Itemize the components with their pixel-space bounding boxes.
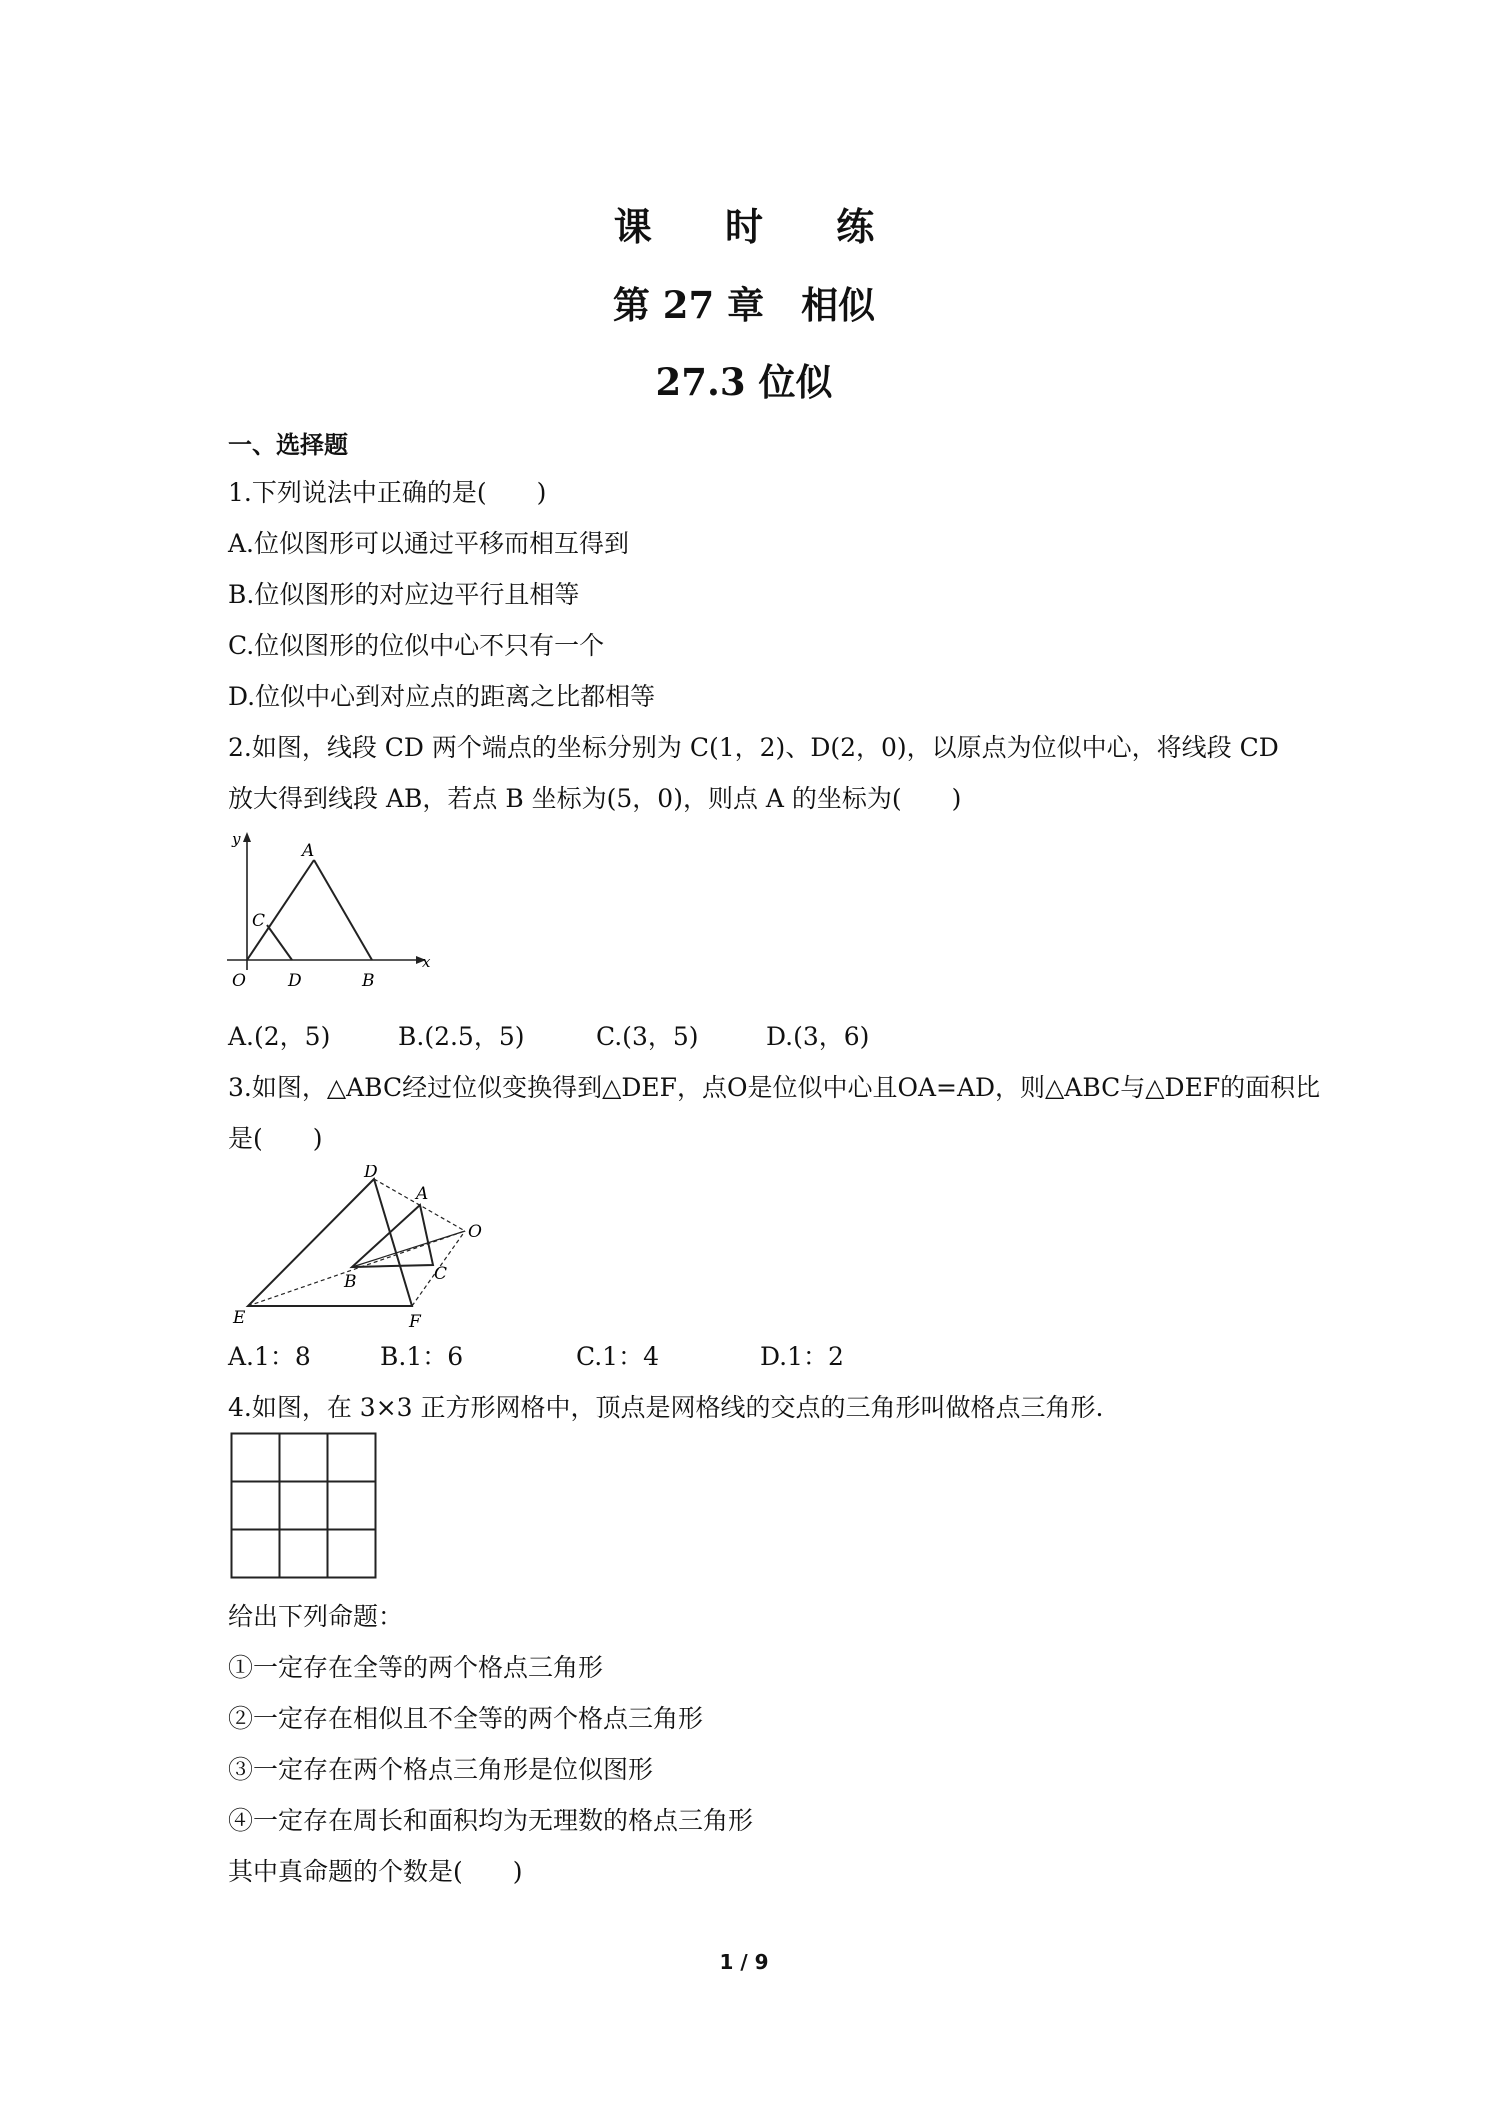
q1-option-a: A.位似图形可以通过平移而相互得到 — [228, 529, 630, 558]
label-C: C — [252, 911, 266, 931]
grid-border — [232, 1434, 376, 1578]
q4-proposition-2: ②一定存在相似且不全等的两个格点三角形 — [228, 1704, 704, 1733]
q4-stem: 4.如图，在 3×3 正方形网格中，顶点是网格线的交点的三角形叫做格点三角形. — [228, 1393, 1104, 1422]
label-B: B — [362, 971, 375, 991]
q2-option-d: D.(3，6) — [766, 1022, 870, 1051]
section-heading: 一、选择题 — [228, 430, 348, 459]
triangle-ABC — [352, 1205, 433, 1267]
q4-proposition-4: ④一定存在周长和面积均为无理数的格点三角形 — [228, 1806, 754, 1835]
q2-stem-line2: 放大得到线段 AB，若点 B 坐标为(5，0)，则点 A 的坐标为( ) — [228, 784, 962, 813]
ray-OE — [248, 1231, 465, 1306]
q2-option-b: B.(2.5，5) — [398, 1022, 525, 1051]
q3-option-b: B.1：6 — [380, 1342, 464, 1371]
q4-lead: 给出下列命题： — [228, 1602, 404, 1631]
segment-AB — [314, 860, 372, 960]
q2-stem-line1: 2.如图，线段 CD 两个端点的坐标分别为 C(1，2)、D(2，0)，以原点为位似中心，将线段 CD — [228, 733, 1279, 762]
segment-OB — [352, 1231, 465, 1267]
label-F: F — [409, 1312, 421, 1332]
q2-coordinate-figure — [222, 830, 442, 1000]
label-A: A — [416, 1184, 429, 1204]
q3-stem-line2: 是( ) — [228, 1124, 323, 1153]
q1-option-d: D.位似中心到对应点的距离之比都相等 — [228, 682, 656, 711]
label-O: O — [468, 1222, 482, 1242]
q4-proposition-3: ③一定存在两个格点三角形是位似图形 — [228, 1755, 654, 1784]
q3-option-c: C.1：4 — [576, 1342, 659, 1371]
q1-stem: 1.下列说法中正确的是( ) — [228, 478, 547, 507]
chapter-title: 第 27 章 相似 — [612, 283, 876, 327]
q4-proposition-1: ①一定存在全等的两个格点三角形 — [228, 1653, 604, 1682]
page-number: 1 / 9 — [719, 1950, 769, 1974]
label-A: A — [302, 841, 315, 861]
section-title: 27.3 位似 — [655, 360, 833, 404]
label-C: C — [434, 1264, 448, 1284]
q2-option-c: C.(3，5) — [596, 1022, 699, 1051]
label-D: D — [288, 971, 302, 991]
label-y: y — [232, 830, 241, 848]
q4-grid-figure — [230, 1432, 378, 1580]
q1-option-b: B.位似图形的对应边平行且相等 — [228, 580, 580, 609]
q3-stem-line1: 3.如图，△ABC经过位似变换得到△DEF，点O是位似中心且OA=AD，则△ABC与△DEF的面积比 — [228, 1073, 1321, 1102]
label-D: D — [364, 1165, 378, 1182]
y-axis-arrow — [243, 832, 251, 842]
q4-ask: 其中真命题的个数是( ) — [228, 1857, 523, 1886]
label-E: E — [233, 1308, 246, 1328]
label-x: x — [422, 953, 431, 971]
q3-homothety-figure — [228, 1165, 498, 1335]
q2-option-a: A.(2，5) — [228, 1022, 331, 1051]
segment-CD — [267, 925, 292, 960]
q3-option-d: D.1：2 — [760, 1342, 844, 1371]
label-O: O — [232, 971, 246, 991]
q1-option-c: C.位似图形的位似中心不只有一个 — [228, 631, 605, 660]
label-B: B — [344, 1272, 357, 1292]
triangle-DEF — [248, 1179, 412, 1306]
q3-option-a: A.1：8 — [228, 1342, 311, 1371]
worksheet-title: 课 时 练 — [613, 204, 905, 249]
